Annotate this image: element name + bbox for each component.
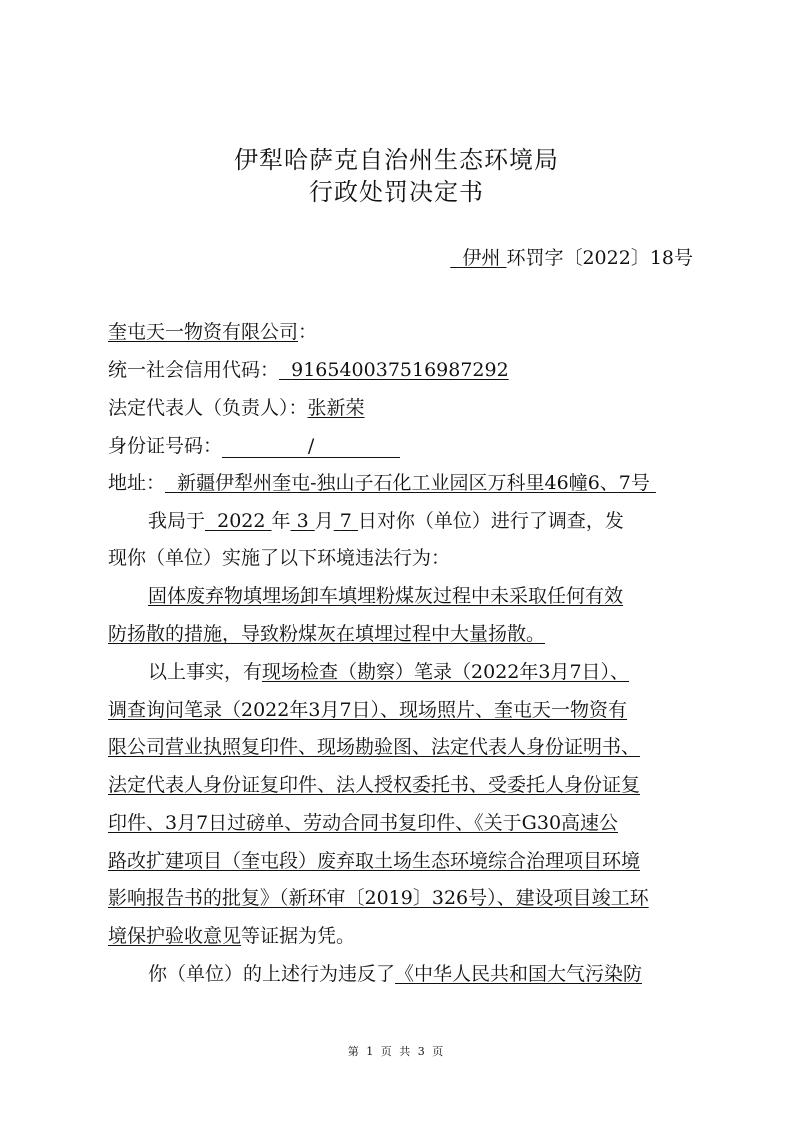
document-number-prefix: 伊州 xyxy=(462,247,501,269)
investigation-month: 3 xyxy=(296,510,309,532)
investigation-line-1: 我局于 2022 年 3 月 7 日对你（单位）进行了调查，发 xyxy=(148,510,624,532)
evidence-line-3: 限公司营业执照复印件、现场勘验图、法定代表人身份证明书、 xyxy=(108,736,641,758)
investigation-year: 2022 xyxy=(217,510,266,532)
violation-line-2: 防扬散的措施，导致粉煤灰在填埋过程中大量扬散。 xyxy=(108,623,546,645)
legal-rep-line xyxy=(108,393,365,420)
evidence-line-5: 印件、3月7日过磅单、劳动合同书复印件、《关于G30高速公 xyxy=(108,812,619,834)
id-number-label: 身份证号码： xyxy=(108,435,223,457)
evidence-line-2: 调查询问笔录（2022年3月7日）、现场照片、奎屯天一物资有 xyxy=(108,699,628,721)
credit-code-label: 统一社会信用代码： xyxy=(108,359,280,381)
document-type-title: 行政处罚决定书 xyxy=(309,178,484,206)
evidence-line-4: 法定代表人身份证复印件、法人授权委托书、受委托人身份证复 xyxy=(108,774,641,796)
credit-code-line xyxy=(108,355,509,382)
evidence-line-6: 路改扩建项目（奎屯段）废弃取土场生态环境综合治理项目环境 xyxy=(108,850,641,872)
address-label: 地址： xyxy=(108,472,166,494)
law-violation-line: 你（单位）的上述行为违反了《中华人民共和国大气污染防 xyxy=(148,963,643,985)
evidence-line-8: 境保护验收意见等证据为凭。 xyxy=(108,925,356,947)
legal-rep-value: 张新荣 xyxy=(307,397,365,419)
party-name-line: 奎屯天一物资有限公司： xyxy=(108,321,318,343)
party-name: 奎屯天一物资有限公司 xyxy=(108,321,299,343)
address-line xyxy=(108,468,656,495)
investigation-line-2: 现你（单位）实施了以下环境违法行为： xyxy=(108,547,451,569)
id-number-line xyxy=(108,431,400,458)
investigation-day: 7 xyxy=(339,510,352,532)
issuer-title: 伊犁哈萨克自治州生态环境局 xyxy=(234,146,559,174)
evidence-line-7: 影响报告书的批复》（新环审〔2019〕326号）、建设项目竣工环 xyxy=(108,887,649,909)
credit-code-value: 916540037516987292 xyxy=(291,359,509,381)
evidence-line-1: 以上事实，有现场检查（勘察）笔录（2022年3月7日）、 xyxy=(148,661,630,683)
document-number xyxy=(450,243,693,270)
legal-rep-label: 法定代表人（负责人）： xyxy=(108,397,308,419)
document-number-code: 环罚字〔2022〕18号 xyxy=(506,247,693,269)
page-footer: 第 1 页 共 3 页 xyxy=(347,1045,446,1058)
address-value: 新疆伊犁州奎屯-独山子石化工业园区万科里46幢6、7号 xyxy=(177,472,650,494)
id-number-value: / xyxy=(222,435,400,458)
violation-line-1: 固体废弃物填埋场卸车填埋粉煤灰过程中未采取任何有效 xyxy=(148,585,624,607)
